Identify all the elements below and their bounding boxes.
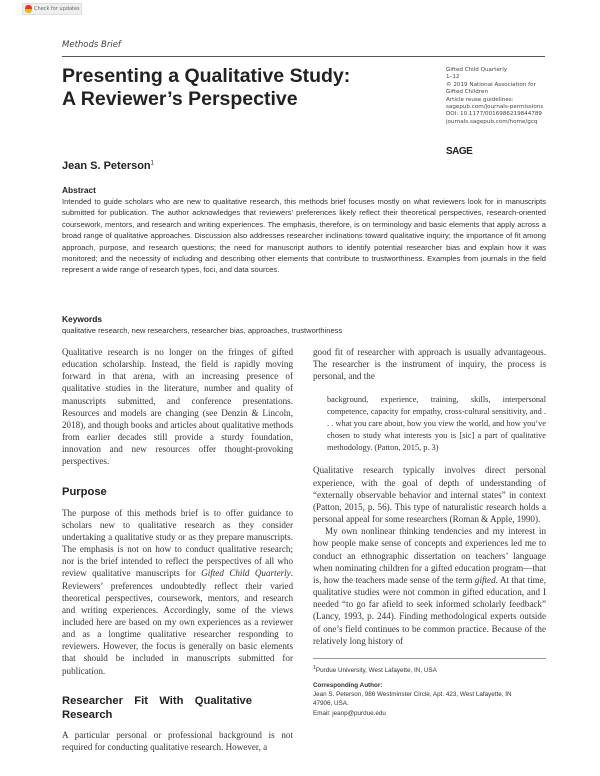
title-line-2: A Reviewer’s Perspective — [62, 88, 298, 110]
right-column — [313, 346, 546, 647]
sage-logo-text: SAGE — [446, 146, 473, 157]
author-text: Jean S. Peterson — [62, 160, 151, 172]
title-line-1: Presenting a Qualitative Study: — [62, 65, 351, 87]
paragraph-1: Qualitative research typically involves direct personal experience, with the goal of depth of understanding of “externally observable behavior and internal states” in context (Patton, 2015, p. 56). This type of naturalistic research holds a personal appeal for some researchers (Roman & Apple, 1990). — [313, 465, 546, 525]
abstract-heading: Abstract — [62, 185, 96, 195]
meta-copyright: © 2019 National Association for — [446, 81, 536, 88]
affiliation-footnote — [313, 664, 553, 676]
purpose-text-a: The purpose of this methods brief is to offer guidance to scholars new to qualitative research as they consider undertaking a qualitative study or as they prepare manuscripts. The emphasis is not on how to conduct qualitative research; nor is the brief intended to reflect the perspectives of all who review qualitative manuscripts for — [62, 507, 293, 579]
purpose-paragraph — [62, 507, 293, 677]
purpose-heading: Purpose — [62, 485, 107, 498]
meta-doi[interactable]: DOI: 10.1177/0016986219844789 — [446, 111, 542, 118]
address-line-1: Jean S. Peterson, 986 Westminster Circle, Apt. 423, West Lafayette, IN — [313, 690, 512, 698]
continued-paragraph: good fit of researcher with approach is usually advantageous. The researcher is the instrument of inquiry, the process is personal, and the — [313, 347, 546, 382]
footnotes — [313, 664, 553, 718]
paragraph-2-text-b: . At that time, qualitative studies were not common in gifted education, and I needed “to go far afield to seek informed scholarly feedback” (Lancy, 1993, p. 244). Finding methodological experts outside of one’s field continues to be common practice. Because of the relatively long history of — [313, 574, 546, 646]
check-for-updates-label: Check for updates — [34, 6, 80, 12]
meta-copyright-2: Gifted Children — [446, 89, 488, 96]
paragraph-2-text-a: My own nonlinear thinking tendencies and my interest in how people make sense of concepts and experiences led me to conduct an ethnographic dissertation on teachers’ language when nominating children for a gifted education program—that is, how the teachers made sense of the term — [313, 526, 546, 585]
author-name — [62, 160, 154, 172]
author-affiliation-marker: 1 — [150, 160, 154, 167]
researcher-fit-heading: Researcher Fit With Qualitative Research — [62, 694, 252, 721]
meta-permissions-link[interactable]: sagepub.com/journals-permissions — [446, 104, 544, 111]
sage-logo — [446, 146, 472, 157]
paragraph-2 — [313, 525, 546, 647]
term-gifted-italic: gifted — [474, 574, 496, 585]
meta-pages: 1–12 — [446, 74, 460, 81]
purpose-text-b: . Reviewers’ preferences undoubtedly reflect their varied theoretical perspectives, coursework, mentors, and research and writing experiences. Accordingly, some of the views included here are based on my own experiences as a reviewer and as a longtime qualitative researcher responding to reviewers. However, the focus is generally on basic elements that should be included in manuscripts submitted for publication. — [62, 568, 293, 676]
author-email[interactable]: Email: jeanp@purdue.edu — [313, 709, 386, 717]
meta-reuse: Article reuse guidelines: — [446, 96, 514, 103]
keywords-heading: Keywords — [62, 314, 103, 324]
meta-journal: Gifted Child Quarterly — [446, 67, 508, 73]
corresponding-author-heading: Corresponding Author: — [313, 681, 383, 689]
block-quote: background, experience, training, skills, interpersonal competence, capacity for empathy, cross-cultural sensitivity, and . . . what you care about, how you view the world, and how you’ve chosen to study what interests you is [sic] a part of qualitative methodology. (Patton, 2015, p. 3) — [327, 395, 546, 453]
journal-name-italic: Gifted Child Quarterly — [201, 568, 291, 579]
article-title — [62, 65, 350, 111]
section-label: Methods Brief — [62, 40, 121, 50]
left-column — [62, 346, 293, 753]
address-line-2: 47906, USA. — [313, 700, 349, 708]
affiliation-text: Purdue University, West Lafayette, IN, USA — [315, 667, 437, 675]
footnote-rule — [313, 658, 546, 659]
check-for-updates-badge[interactable] — [22, 3, 82, 15]
header-rule — [62, 56, 545, 57]
intro-paragraph: Qualitative research is no longer on the fringes of gifted education scholarship. Instead, the field is rapidly moving forward in that arena, with an increasing presence of qualitative studies in the literature, number and quality of manuscripts submitted, and conference presentations. Resources and models are changing (see Denzin & Lincoln, 2018), and though books and articles about qualitative methods from earlier decades still provide a sturdy foundation, innovation and new resources offer thought-provoking perspectives. — [62, 347, 293, 467]
journal-meta — [446, 67, 543, 126]
researcher-fit-paragraph: A particular personal or professional background is not required for conducting qualitative research. However, a — [62, 729, 293, 752]
abstract-text: Intended to guide scholars who are new to qualitative research, this methods brief focuses mostly on what reviewers look for in manuscripts submitted for publication. The author acknowledges that reviewers’ preferences likely reflect their theoretical perspectives, research-oriented coursework, mentors, and research and writing experiences. The emphasis, therefore, is on terminology and basic elements that apply across a broad range of qualitative approaches. Discussion also addresses researcher inclinations toward qualitative inquiry; the importance of fit among approach, purpose, and research questions; the need for manuscript authors to identify potential researcher bias and explain how it was monitored; and the necessity of including and describing other elements that contribute to trustworthiness. Examples from journals in the field represent a wide range of research types, foci, and data sources. — [62, 197, 546, 275]
crossmark-icon — [25, 5, 32, 13]
meta-journal-link[interactable]: journals.sagepub.com/home/gcq — [446, 118, 538, 125]
affiliation-marker: 1 — [313, 665, 316, 671]
keywords-text: qualitative research, new researchers, researcher bias, approaches, trustworthiness — [62, 326, 343, 335]
